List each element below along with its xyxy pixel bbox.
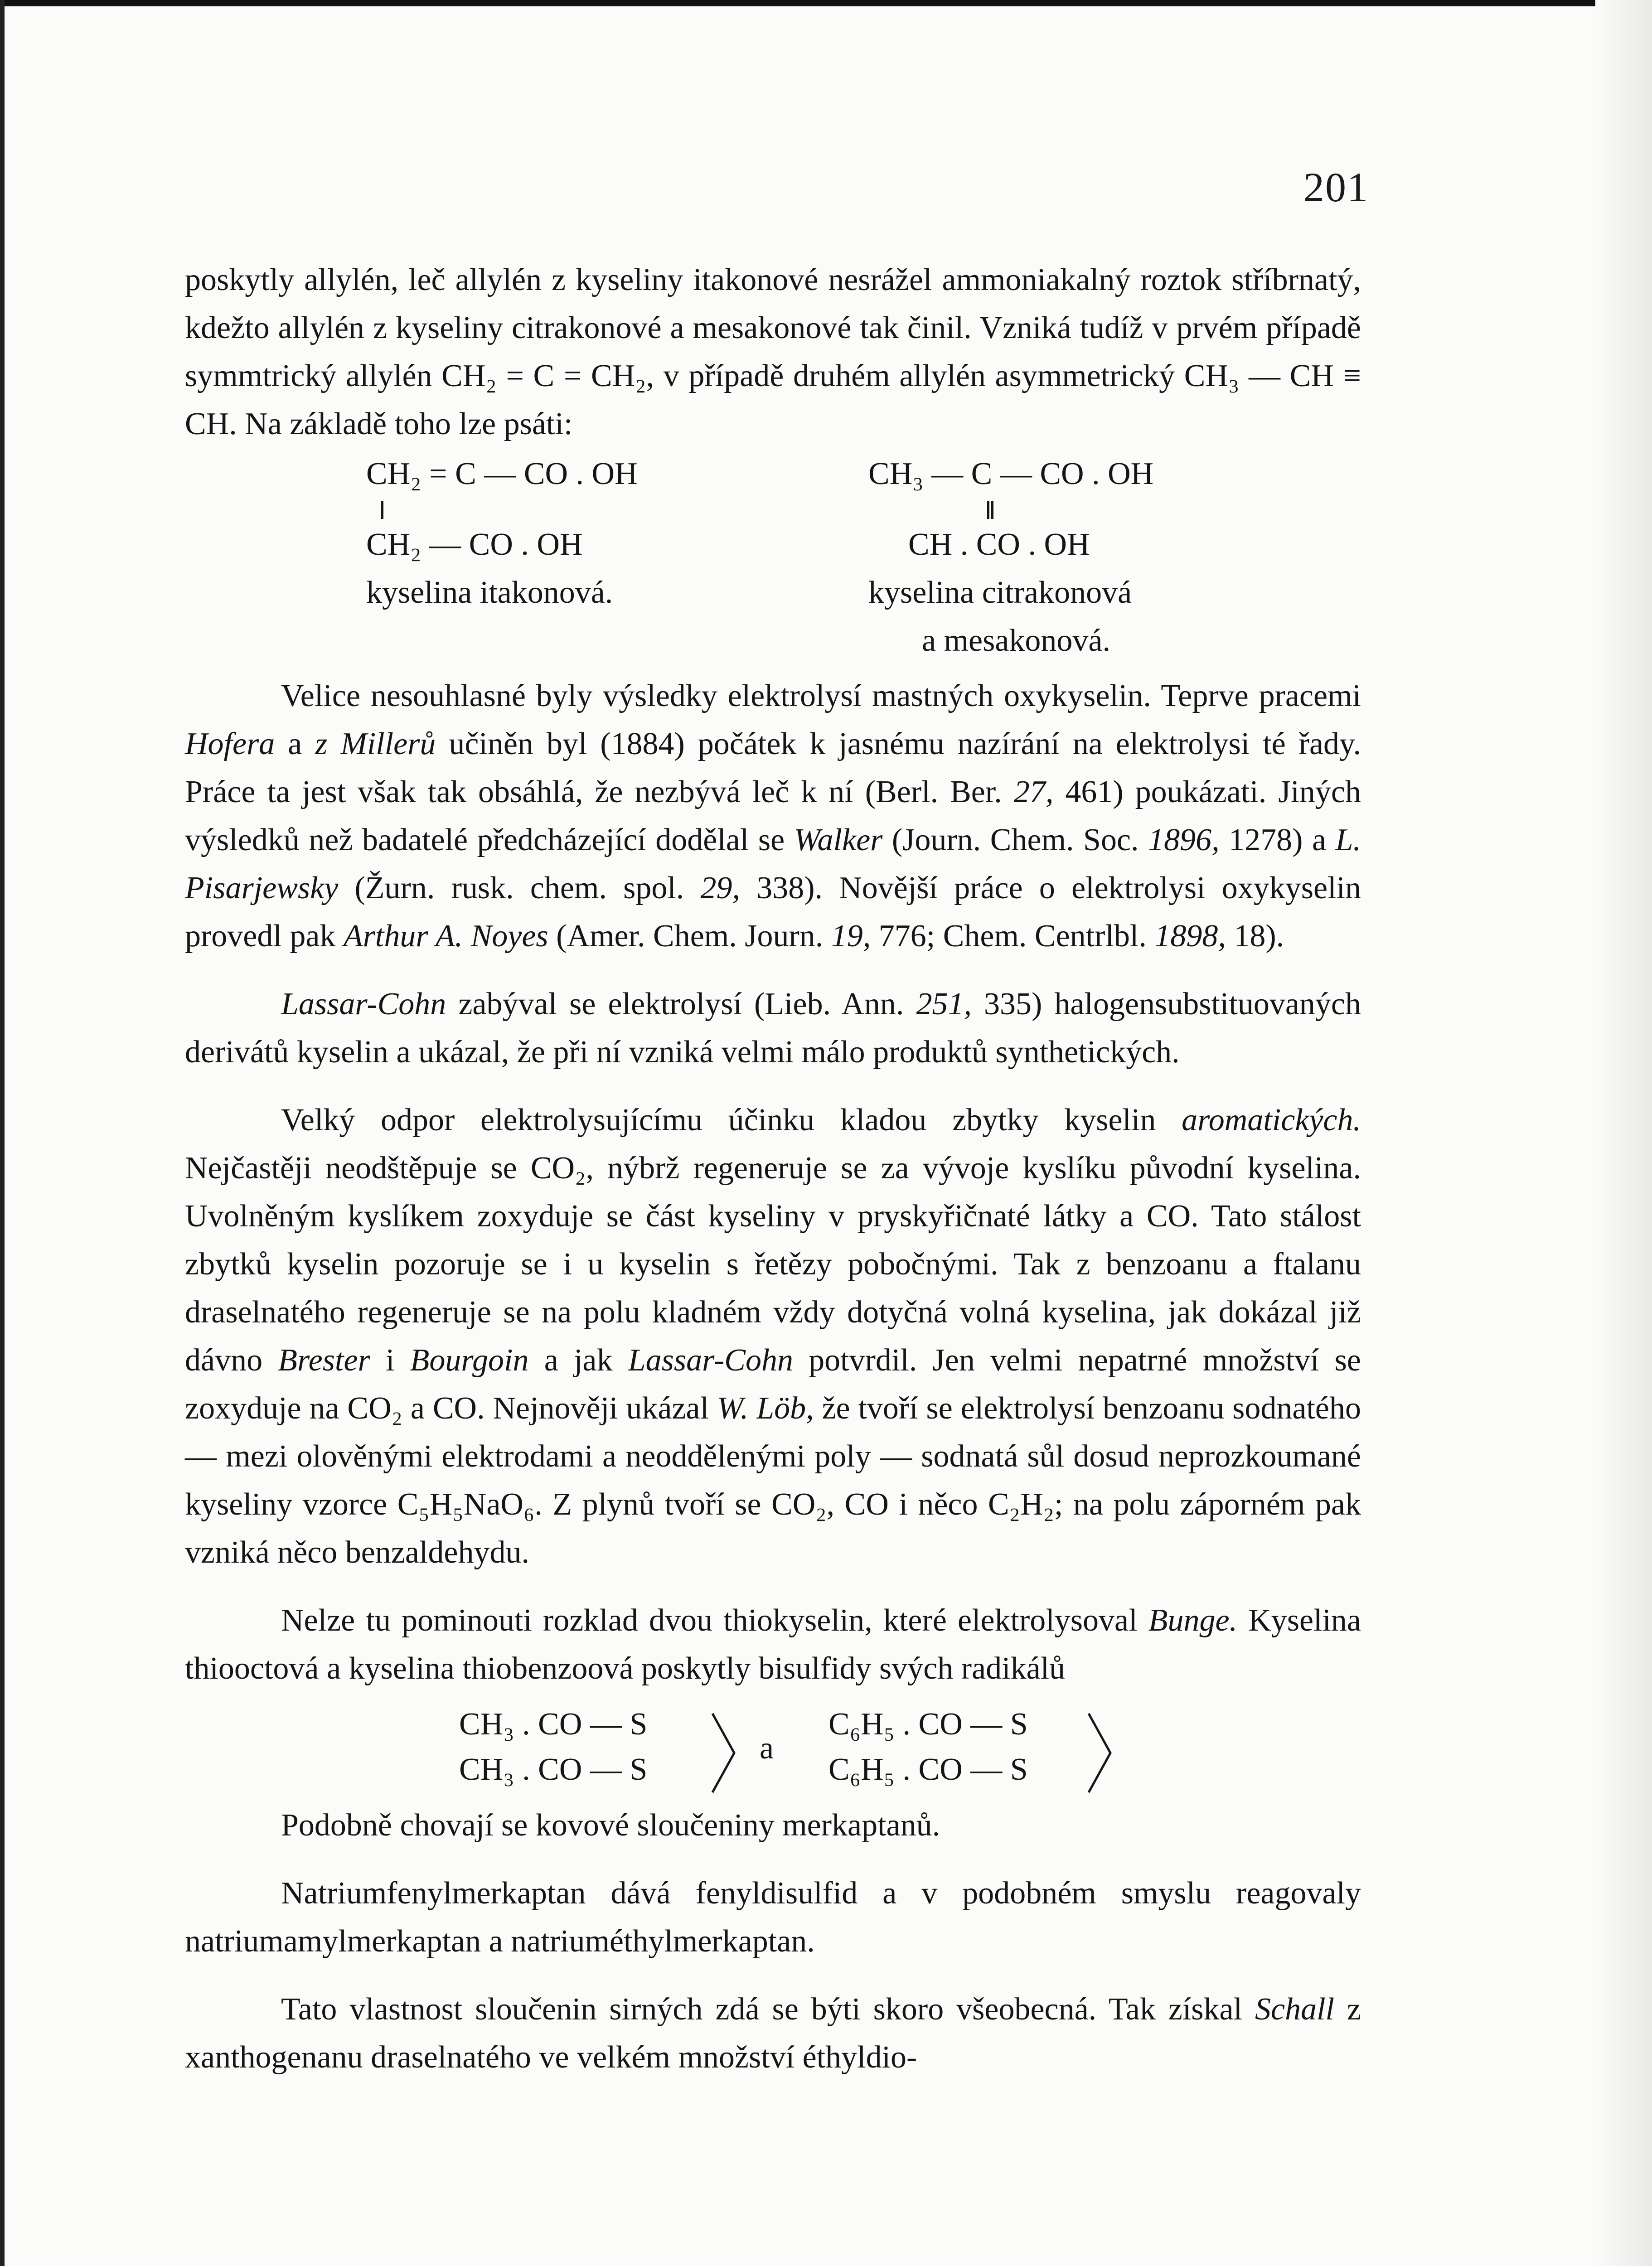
- p2-text-10: 776; Chem. Centrlbl.: [871, 919, 1155, 954]
- paragraph-3: [185, 980, 1361, 1076]
- citraconic-label-1: kyselina citrakonová: [868, 575, 1132, 610]
- author-schall: Schall: [1255, 1992, 1334, 2027]
- author-lassar-cohn: Lassar-Cohn: [281, 987, 446, 1022]
- p2-text-7: (Žurn. rusk. chem. spol.: [338, 871, 701, 905]
- volume-19: 19,: [831, 919, 871, 954]
- author-pisarjewsky: L. Pisarjewsky: [185, 823, 1361, 905]
- benzoyl-bond-bracket: [1087, 1710, 1114, 1796]
- body-text: [185, 256, 1361, 2082]
- p2-text-2: a: [275, 726, 315, 761]
- p4-text-6: že tvoří se elektrolysí benzoanu sodnatého — mezi olověnými elektrodami a neoddělenými poly — sodnatá sůl dosud neprozkoumané kyseliny vzorce C₅H₅NaO₆. Z plynů tvoří se CO₂, CO i něco C₂H₂; na polu záporném pak vzniká něco benzaldehydu.: [185, 1391, 1361, 1570]
- page-number: 201: [1303, 164, 1369, 210]
- author-bourgoin: Bourgoin: [410, 1343, 529, 1378]
- volume-29: 29,: [700, 871, 740, 905]
- p2-text-5: (Journ. Chem. Soc.: [882, 823, 1148, 857]
- paragraph-2: [185, 672, 1361, 960]
- scan-top-border: [0, 0, 1652, 6]
- p4-text-3: i: [370, 1343, 410, 1378]
- bisulfide-formulas: [185, 1702, 1361, 1801]
- volume-27: 27,: [1013, 775, 1054, 809]
- acetyl-line-2: CH₃ . CO — S: [459, 1752, 648, 1787]
- author-walker: Walker: [794, 823, 883, 857]
- formula-and: a: [760, 1731, 774, 1766]
- p2-text-8: 338). Novější práce o elektrolysi oxykyselin provedl pak: [185, 871, 1361, 954]
- p8-text-2: z xanthogenanu draselnatého ve velkém množství éthyldio-: [185, 1992, 1361, 2075]
- itaconic-line-2: CH₂ — CO . OH: [366, 527, 583, 562]
- itaconic-single-bond: [381, 501, 383, 519]
- aromatic-term: aromatických.: [1182, 1103, 1361, 1138]
- paragraph-7: Natriumfenylmerkaptan dává fenyldisulfid a v podobném smyslu reagovaly natriumamylmerkaptan a natriuméthylmerkaptan.: [185, 1876, 1361, 1959]
- p4-text-2: Nejčastěji neodštěpuje se CO₂, nýbrž regeneruje se za vývoje kyslíku původní kyselina. Uvolněným kyslíkem zoxyduje se část kyseliny v pryskyřičnaté látky a CO. Tato stálost zbytků kyselin pozoruje se i u kyselin s řetězy pobočnými. Tak z benzoanu a ftalanu draselnatého regeneruje se na polu kladném vždy dotyčná volná kyselina, jak dokázal již dávno: [185, 1151, 1361, 1378]
- acetyl-bond-bracket: [711, 1710, 738, 1796]
- volume-1896: 1896,: [1148, 823, 1220, 857]
- citraconic-formula: [868, 450, 1153, 665]
- acetyl-disulfide: [459, 1702, 647, 1792]
- author-bunge: Bunge.: [1148, 1603, 1238, 1638]
- volume-1898: 1898,: [1154, 919, 1226, 954]
- itaconic-citraconic-formulas: [185, 450, 1361, 658]
- p3-text-2: 335) halogensubstituovaných derivátů kyselin a ukázal, že při ní vzniká velmi málo produktů synthetických.: [185, 987, 1361, 1070]
- acetyl-line-1: CH₃ . CO — S: [459, 1707, 648, 1742]
- author-miller: z Millerů: [315, 726, 436, 761]
- paragraph-6: Podobně chovají se kovové sloučeniny merkaptanů.: [281, 1808, 940, 1843]
- benzoyl-line-1: C₆H₅ . CO — S: [828, 1707, 1028, 1742]
- p8-text-1: Tato vlastnost sloučenin sirných zdá se býti skoro všeobecná. Tak získal: [281, 1992, 1255, 2027]
- author-noyes: Arthur A. Noyes: [343, 919, 548, 954]
- page-edge-shadow: [1595, 0, 1652, 2266]
- p2-text-9: (Amer. Chem. Journ.: [548, 919, 831, 954]
- author-brester: Brester: [278, 1343, 370, 1378]
- p5-text-1: Nelze tu pominouti rozklad dvou thiokyselin, které elektrolysoval: [281, 1603, 1148, 1638]
- paragraph-1: poskytly allylén, leč allylén z kyseliny itakonové nesrážel ammoniakalný roztok stříbrnatý, kdežto allylén z kyseliny citrakonové a mesakonové tak činil. Vzniká tudíž v prvém případě symmtrický allylén CH₂ = C = CH₂, v případě druhém allylén asymmetrický CH₃ — CH ≡ CH. Na základě toho lze psáti:: [185, 262, 1361, 441]
- p2-text-4: 461) poukázati. Jiných výsledků než badatelé předcházející dodělal se: [185, 775, 1361, 857]
- paragraph-8: [185, 1985, 1361, 2082]
- author-loeb: W. Löb,: [717, 1391, 814, 1426]
- p4-text-5: potvrdil. Jen velmi nepatrné množství se zoxyduje na CO₂ a CO. Nejnověji ukázal: [185, 1343, 1361, 1426]
- p4-text-4: a jak: [528, 1343, 628, 1378]
- p2-text-11: 18).: [1226, 919, 1284, 954]
- volume-251: 251,: [916, 987, 972, 1022]
- p3-text-1: zabýval se elektrolysí (Lieb. Ann.: [446, 987, 916, 1022]
- itaconic-formula: [366, 450, 638, 617]
- benzoyl-disulfide: [828, 1702, 1028, 1792]
- citraconic-label-2: a mesakonová.: [922, 623, 1110, 658]
- author-hofer: Hofera: [185, 726, 275, 761]
- paragraph-5: [185, 1597, 1361, 1693]
- p2-text-1: Velice nesouhlasné byly výsledky elektrolysí mastných oxykyselin. Teprve pracemi: [281, 678, 1361, 713]
- p2-text-6: 1278) a: [1219, 823, 1336, 857]
- scan-left-border: [0, 0, 5, 2266]
- citraconic-double-bond: [987, 501, 993, 519]
- itaconic-line-1: CH₂ = C — CO . OH: [366, 456, 638, 491]
- p4-text-1: Velký odpor elektrolysujícímu účinku kladou zbytky kyselin: [281, 1103, 1182, 1138]
- p2-text-3: učiněn byl (1884) počátek k jasnému nazírání na elektrolysi té řady. Práce ta jest však tak obsáhlá, že nezbývá leč k ní (Berl. Ber.: [185, 726, 1361, 809]
- citraconic-line-1: CH₃ — C — CO . OH: [868, 456, 1154, 491]
- citraconic-line-2: CH . CO . OH: [908, 527, 1090, 562]
- paragraph-4: [185, 1096, 1361, 1577]
- itaconic-label: kyselina itakonová.: [366, 575, 613, 610]
- benzoyl-line-2: C₆H₅ . CO — S: [828, 1752, 1028, 1787]
- p5-text-2: Kyselina thiooctová a kyselina thiobenzoová poskytly bisulfidy svých radikálů: [185, 1603, 1361, 1686]
- author-lassar-cohn-2: Lassar-Cohn: [628, 1343, 793, 1378]
